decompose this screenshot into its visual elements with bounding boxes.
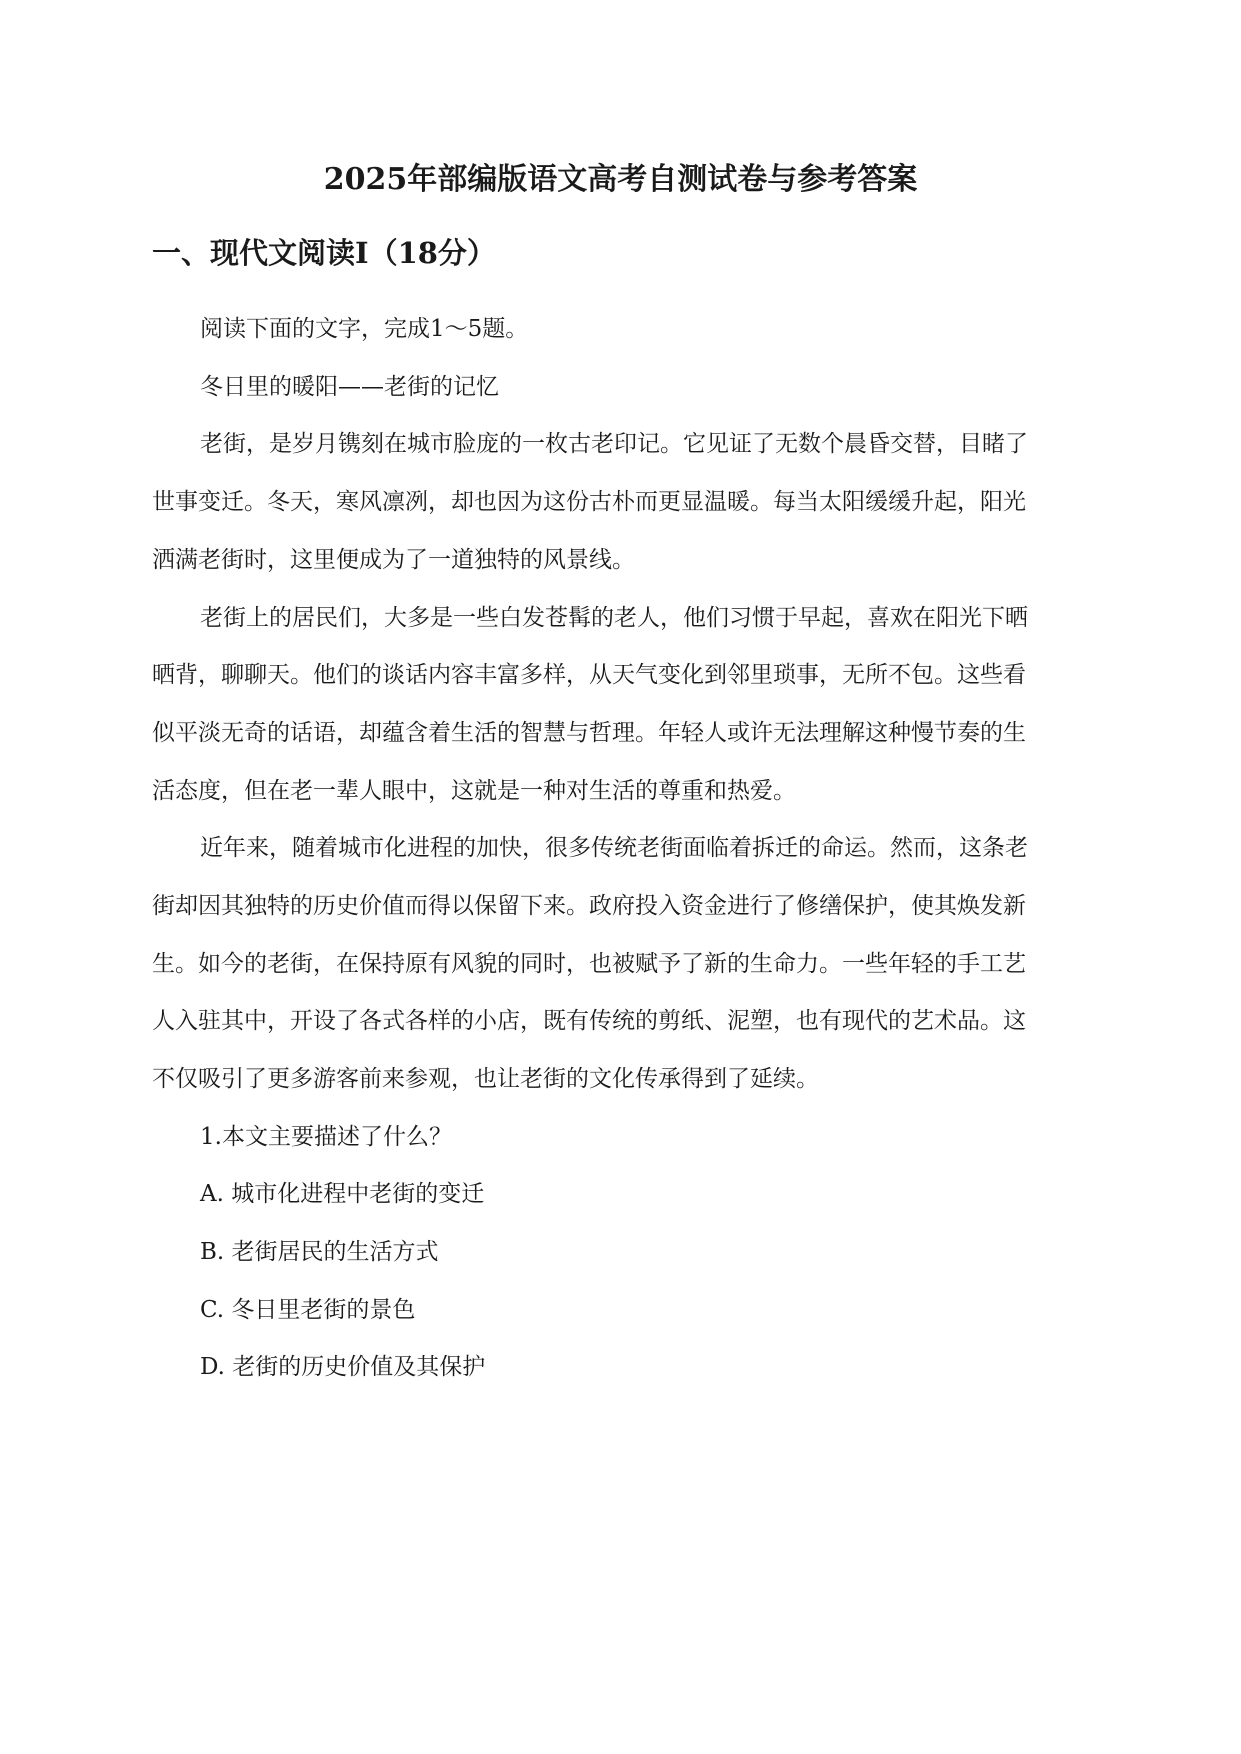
passage-title: 冬日里的暖阳——老街的记忆 [200,374,499,400]
section-heading: 一、现代文阅读Ⅰ（18分） [152,236,496,270]
paragraph-3-line-4: 人入驻其中，开设了各式各样的小店，既有传统的剪纸、泥塑，也有现代的艺术品。这 [152,1008,1026,1034]
paragraph-3-line-5: 不仅吸引了更多游客前来参观，也让老街的文化传承得到了延续。 [152,1066,819,1092]
paragraph-2-line-3: 似平淡无奇的话语，却蕴含着生活的智慧与哲理。年轻人或许无法理解这种慢节奏的生 [152,720,1026,746]
option-c: C. 冬日里老街的景色 [200,1297,416,1323]
paragraph-1-line-2: 世事变迁。冬天，寒风凛冽，却也因为这份古朴而更显温暖。每当太阳缓缓升起，阳光 [152,489,1026,515]
paragraph-1-line-1: 老街，是岁月镌刻在城市脸庞的一枚古老印记。它见证了无数个晨昏交替，目睹了 [200,431,1028,457]
paragraph-3-line-3: 生。如今的老街，在保持原有风貌的同时，也被赋予了新的生命力。一些年轻的手工艺 [152,951,1026,977]
option-b: B. 老街居民的生活方式 [200,1239,439,1265]
paragraph-3-line-2: 街却因其独特的历史价值而得以保留下来。政府投入资金进行了修缮保护，使其焕发新 [152,893,1026,919]
paragraph-3-line-1: 近年来，随着城市化进程的加快，很多传统老街面临着拆迁的命运。然而，这条老 [200,835,1028,861]
paragraph-2-line-4: 活态度，但在老一辈人眼中，这就是一种对生活的尊重和热爱。 [152,778,796,804]
question-1-text: 1.本文主要描述了什么？ [200,1124,452,1150]
paragraph-1-line-3: 洒满老街时，这里便成为了一道独特的风景线。 [152,547,635,573]
option-a: A. 城市化进程中老街的变迁 [200,1181,485,1207]
paragraph-2-line-2: 晒背，聊聊天。他们的谈话内容丰富多样，从天气变化到邻里琐事，无所不包。这些看 [152,662,1026,688]
document-title: 2025年部编版语文高考自测试卷与参考答案 [323,162,918,197]
instruction-text: 阅读下面的文字，完成1～5题。 [200,316,529,342]
paragraph-2-line-1: 老街上的居民们，大多是一些白发苍髯的老人，他们习惯于早起，喜欢在阳光下晒 [200,605,1028,631]
option-d: D. 老街的历史价值及其保护 [200,1354,486,1380]
